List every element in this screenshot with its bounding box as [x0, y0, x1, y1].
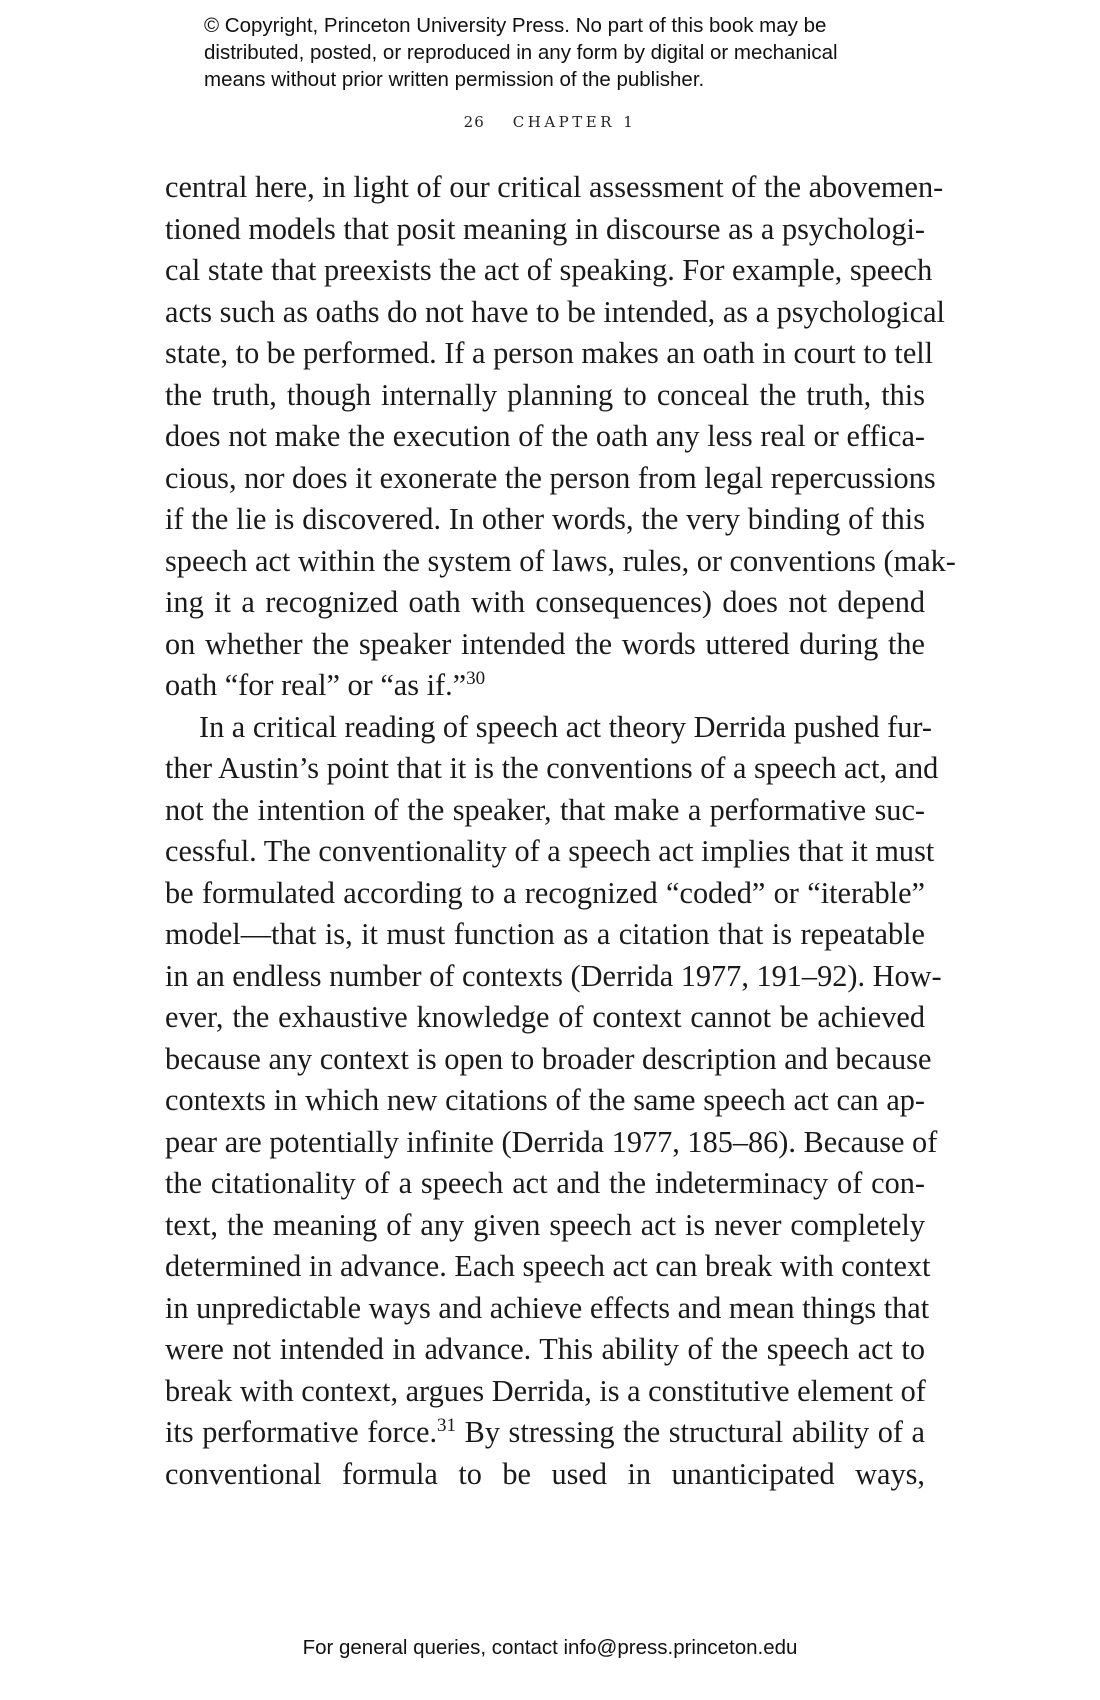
text-line: central here, in light of our critical assessment of the abovemen-: [165, 170, 944, 204]
footer-contact: For general queries, contact info@press.princeton.edu: [302, 1636, 798, 1659]
text-line: determined in advance. Each speech act can break with context: [165, 1249, 931, 1283]
text-line: does not make the execution of the oath any less real or effica-: [165, 419, 925, 453]
text-line: ing it a recognized oath with consequences) does not depend: [165, 585, 925, 619]
copyright-line: distributed, posted, or reproduced in any form by digital or mechanical: [204, 41, 838, 64]
text-line: cal state that preexists the act of speaking. For example, speech: [165, 253, 933, 287]
text-line: pear are potentially infinite (Derrida 1977, 185–86). Because of: [165, 1124, 938, 1159]
copyright-line: means without prior written permission of the publisher.: [204, 68, 705, 91]
text-line: cious, nor does it exonerate the person from legal repercussions: [165, 460, 936, 495]
text-line: In a critical reading of speech act theory Derrida pushed fur-: [199, 709, 932, 744]
body-text: [165, 167, 956, 1495]
text-line: the truth, though internally planning to conceal the truth, this: [165, 377, 925, 412]
text-fragment: oath “for real” or “as if.”: [165, 668, 467, 702]
text-line: the citationality of a speech act and the indeterminacy of con-: [165, 1166, 925, 1200]
text-line: [165, 1412, 925, 1454]
text-line: text, the meaning of any given speech act is never completely: [165, 1207, 925, 1242]
text-line: state, to be performed. If a person makes an oath in court to tell: [165, 336, 934, 370]
text-line: if the lie is discovered. In other words, the very binding of this: [165, 502, 925, 536]
text-line: in unpredictable ways and achieve effects and mean things that: [165, 1290, 930, 1325]
text-line: on whether the speaker intended the words uttered during the: [165, 626, 925, 661]
text-line: ther Austin’s point that it is the conventions of a speech act, and: [165, 751, 939, 785]
text-line: break with context, argues Derrida, is a constitutive element of: [165, 1373, 926, 1408]
text-line: be formulated according to a recognized “coded” or “iterable”: [165, 875, 925, 910]
copyright-line: © Copyright, Princeton University Press. No part of this book may be: [204, 14, 827, 37]
text-line: in an endless number of contexts (Derrida 1977, 191–92). How-: [165, 958, 942, 993]
text-line: speech act within the system of laws, rules, or conventions (mak-: [165, 543, 956, 578]
running-head: [0, 113, 1100, 131]
footnote-ref-31[interactable]: 31: [437, 1414, 457, 1436]
text-line: acts such as oaths do not have to be intended, as a psychological: [165, 294, 945, 329]
page-number: 26: [463, 113, 485, 131]
text-line: ever, the exhaustive knowledge of context cannot be achieved: [165, 1000, 925, 1034]
text-line: because any context is open to broader description and because: [165, 1041, 932, 1076]
text-fragment: its performative force.: [165, 1415, 438, 1449]
text-fragment: By stressing the structural ability of a: [456, 1415, 925, 1449]
text-line: conventional formula to be used in unanticipated ways,: [165, 1456, 925, 1491]
text-line: tioned models that posit meaning in discourse as a psychologi-: [165, 211, 925, 246]
text-line: contexts in which new citations of the same speech act can ap-: [165, 1083, 925, 1117]
text-line: not the intention of the speaker, that make a performative suc-: [165, 792, 925, 827]
copyright-notice: [204, 12, 964, 93]
text-line: model—that is, it must function as a citation that is repeatable: [165, 917, 925, 951]
text-line: [165, 665, 925, 707]
footnote-ref-30[interactable]: 30: [466, 667, 486, 689]
chapter-title: CHAPTER 1: [512, 113, 637, 131]
text-line: cessful. The conventionality of a speech act implies that it must: [165, 834, 935, 868]
text-line: were not intended in advance. This ability of the speech act to: [165, 1332, 925, 1366]
